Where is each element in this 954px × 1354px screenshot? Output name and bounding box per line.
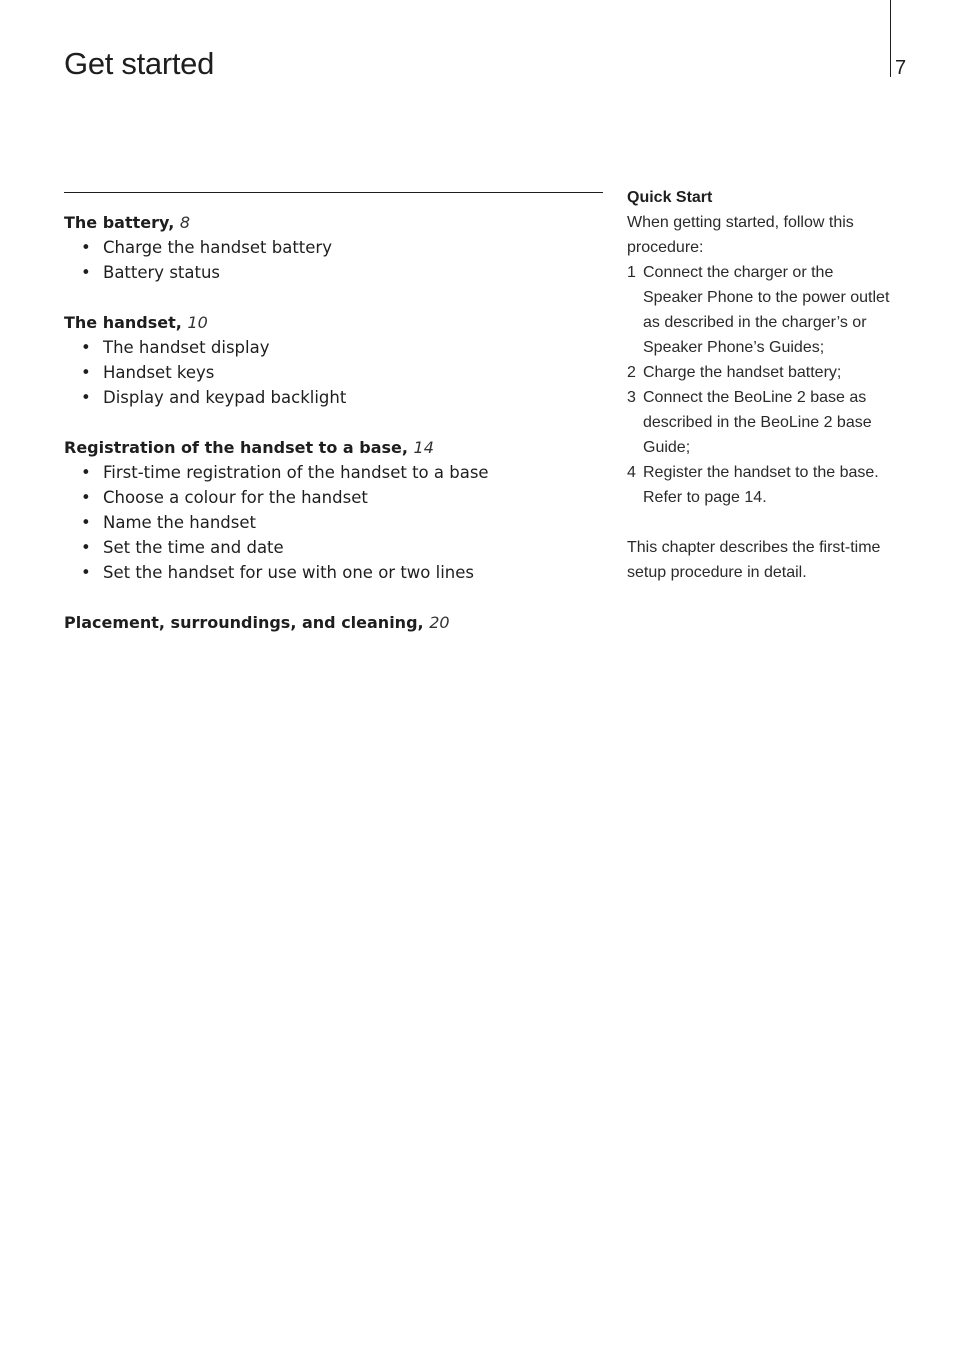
- list-item: • Display and keypad backlight: [64, 385, 603, 410]
- quick-start-step: [627, 460, 897, 510]
- quick-start-step: [627, 385, 897, 460]
- bullet-icon: •: [81, 363, 91, 382]
- bullet-icon: •: [81, 563, 91, 582]
- bullet-icon: •: [81, 238, 91, 257]
- list-item: • Set the time and date: [64, 535, 603, 560]
- list-item: • Charge the handset battery: [64, 235, 603, 260]
- page-number: 7: [895, 57, 907, 79]
- section-page-ref: 8: [179, 213, 191, 232]
- step-number: 2: [627, 364, 636, 381]
- list-item: • Choose a colour for the handset: [64, 485, 603, 510]
- step-number: 1: [627, 264, 636, 281]
- bullet-icon: •: [81, 513, 91, 532]
- step-text: Connect the BeoLine 2 base as described in the BeoLine 2 base Guide;: [643, 389, 872, 456]
- section-topic-list: [64, 460, 603, 585]
- list-item: • Handset keys: [64, 360, 603, 385]
- quick-start-heading: Quick Start: [627, 189, 713, 206]
- bullet-icon: •: [81, 388, 91, 407]
- section-heading: The battery,: [64, 213, 175, 232]
- step-text: Charge the handset battery;: [643, 364, 842, 381]
- step-text: Connect the charger or the Speaker Phone to the power outlet as described in the charger’s or Speaker Phone’s Guides;: [643, 264, 890, 356]
- page-divider-vertical: [890, 0, 891, 77]
- bullet-icon: •: [81, 538, 91, 557]
- bullet-icon: •: [81, 463, 91, 482]
- bullet-icon: •: [81, 488, 91, 507]
- list-item: • Battery status: [64, 260, 603, 285]
- list-item: • Set the handset for use with one or two lines: [64, 560, 603, 585]
- bullet-icon: •: [81, 263, 91, 282]
- step-text: Register the handset to the base. Refer to page 14.: [643, 464, 879, 506]
- section-page-ref: 10: [187, 313, 208, 332]
- quick-start-steps: [627, 260, 897, 510]
- section-heading: Registration of the handset to a base,: [64, 438, 408, 457]
- chapter-contents: [64, 210, 603, 660]
- bullet-icon: •: [81, 338, 91, 357]
- quick-start-step: [627, 360, 897, 385]
- quick-start-step: [627, 260, 897, 360]
- section-page-ref: 14: [413, 438, 434, 457]
- section-heading: The handset,: [64, 313, 182, 332]
- section-heading: Placement, surroundings, and cleaning,: [64, 613, 424, 632]
- list-item: • First-time registration of the handset to a base: [64, 460, 603, 485]
- contents-section-registration: [64, 435, 603, 585]
- quick-start-panel: [627, 185, 897, 585]
- quick-start-intro: When getting started, follow this procedure:: [627, 214, 854, 256]
- contents-section-handset: [64, 310, 603, 410]
- list-item: • Name the handset: [64, 510, 603, 535]
- quick-start-note: This chapter describes the first-time setup procedure in detail.: [627, 539, 881, 581]
- contents-section-battery: [64, 210, 603, 285]
- list-item: • The handset display: [64, 335, 603, 360]
- contents-section-placement: [64, 610, 603, 635]
- page-title: Get started: [64, 46, 215, 81]
- section-topic-list: [64, 335, 603, 410]
- step-number: 3: [627, 389, 636, 406]
- step-number: 4: [627, 464, 636, 481]
- contents-divider: [64, 192, 603, 193]
- section-topic-list: [64, 235, 603, 285]
- section-page-ref: 20: [429, 613, 450, 632]
